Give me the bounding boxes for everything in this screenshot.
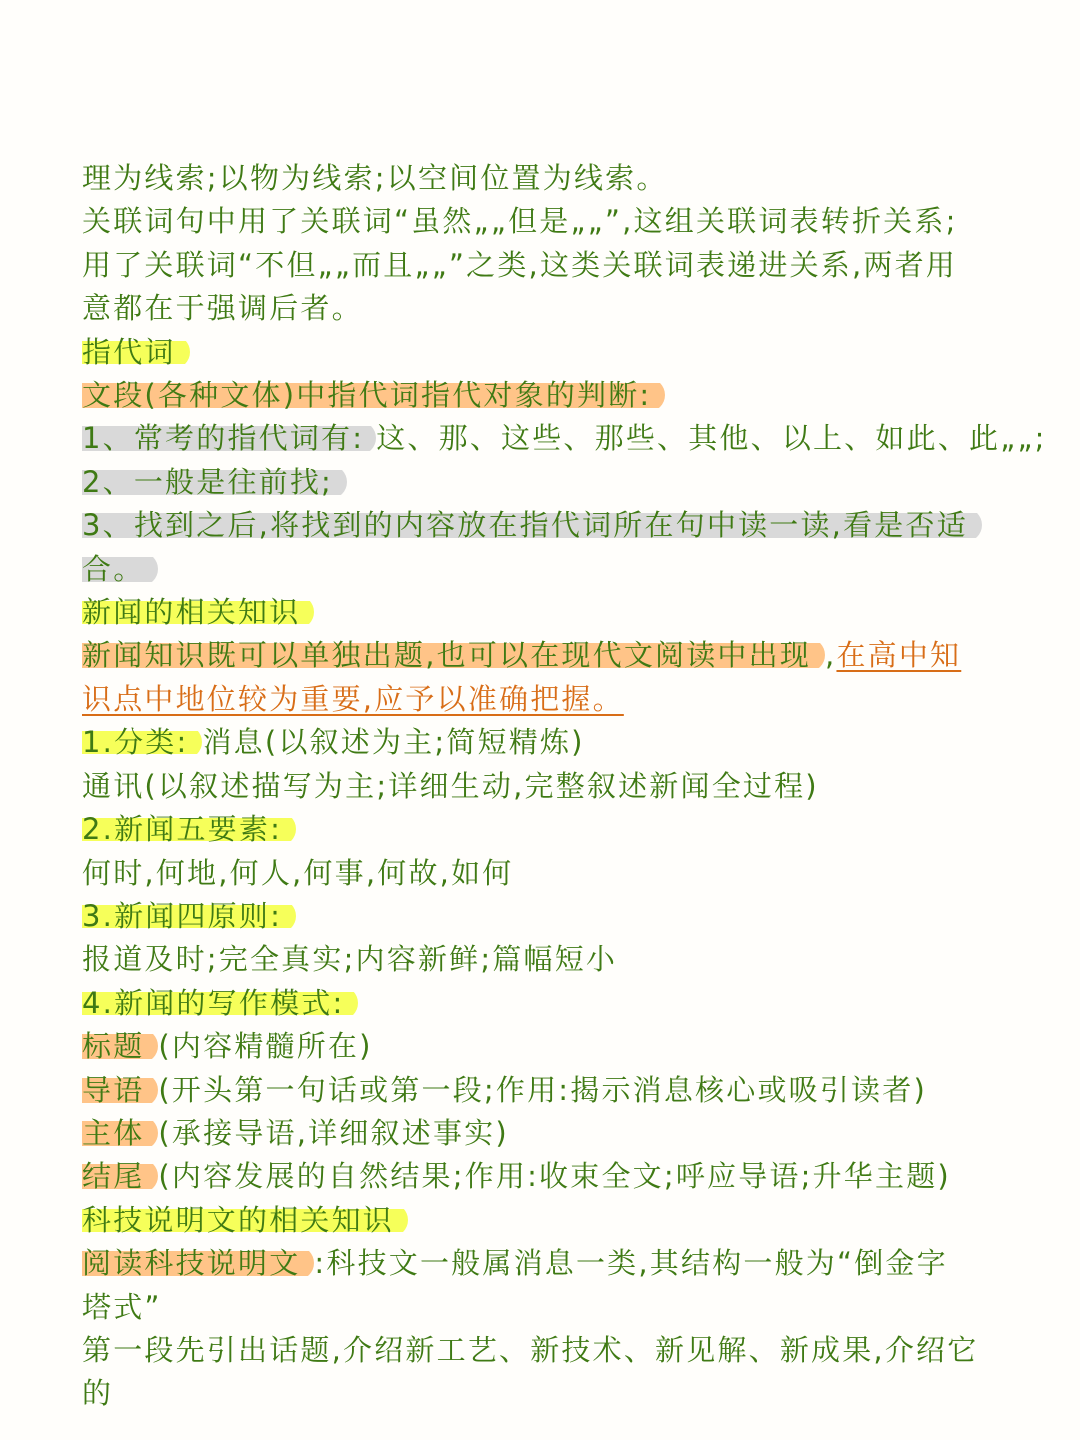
pronoun-item-2-label: 2、一般是往前找; xyxy=(82,465,347,499)
news-part-ending-label: 结尾 xyxy=(82,1159,158,1193)
text-line: 关联词句中用了关联词“虽然„„但是„„”,这组关联词表转折关系; xyxy=(82,204,958,239)
news-part-body-text: (承接导语,详细叙述事实) xyxy=(158,1115,509,1150)
news-intro-line-2 xyxy=(82,678,1032,721)
news-five-elements-text: 何时,何地,何人,何事,何故,如何 xyxy=(82,855,514,890)
news-five-elements-label: 2.新闻五要素: xyxy=(82,812,296,846)
science-read-line-2: 塔式” xyxy=(82,1289,162,1324)
news-communication: 通讯(以叙述描写为主;详细生动,完整叙述新闻全过程) xyxy=(82,768,819,803)
news-part-lead-label: 导语 xyxy=(82,1073,158,1107)
news-writing-mode-label: 4.新闻的写作模式: xyxy=(82,986,358,1020)
science-read-text-1: :科技文一般属消息一类,其结构一般为“倒金字 xyxy=(314,1246,948,1281)
news-classification xyxy=(82,721,1032,764)
news-part-title xyxy=(82,1025,1032,1068)
science-para-line-2: 的 xyxy=(82,1376,114,1411)
section-title-news-label: 新闻的相关知识 xyxy=(82,595,314,629)
news-writing-mode-title xyxy=(82,982,1032,1025)
science-read-line-1 xyxy=(82,1242,1032,1285)
section-title-pronoun-label: 指代词 xyxy=(82,335,190,369)
pronoun-item-1 xyxy=(82,417,1047,460)
news-intro-emphasis-1: 在高中知 xyxy=(836,638,962,673)
news-part-title-text: (内容精髓所在) xyxy=(158,1029,373,1064)
pronoun-item-3-line-2 xyxy=(82,548,1032,591)
news-classification-label: 1.分类: xyxy=(82,725,202,759)
section-title-news xyxy=(82,591,1032,634)
pronoun-item-3-text-2: 合。 xyxy=(82,552,158,586)
science-read-label: 阅读科技说明文 xyxy=(82,1246,314,1280)
news-part-body xyxy=(82,1112,1032,1155)
news-part-ending xyxy=(82,1155,1032,1198)
section-title-science-label: 科技说明文的相关知识 xyxy=(82,1203,408,1237)
pronoun-item-1-text: 这、那、这些、那些、其他、以上、如此、此„„; xyxy=(376,421,1047,456)
news-five-elements-title xyxy=(82,808,1032,851)
news-part-body-label: 主体 xyxy=(82,1116,158,1150)
pronoun-item-1-label: 1、常考的指代词有: xyxy=(82,421,376,455)
science-para-line-1: 第一段先引出话题,介绍新工艺、新技术、新见解、新成果,介绍它 xyxy=(82,1332,979,1367)
subtitle-pronoun xyxy=(82,374,1032,417)
news-four-principles-text: 报道及时;完全真实;内容新鲜;篇幅短小 xyxy=(82,942,618,977)
news-classification-text: 消息(以叙述为主;简短精炼) xyxy=(202,725,585,760)
news-part-ending-text: (内容发展的自然结果;作用:收束全文;呼应导语;升华主题) xyxy=(158,1159,951,1194)
section-title-science xyxy=(82,1199,1032,1242)
text-line: 理为线索;以物为线索;以空间位置为线索。 xyxy=(82,161,668,195)
text-line: 意都在于强调后者。 xyxy=(82,291,363,326)
news-intro-emphasis-2: 识点中地位较为重要,应予以准确把握。 xyxy=(82,681,624,716)
pronoun-item-2 xyxy=(82,461,1032,504)
news-part-lead-text: (开头第一句话或第一段;作用:揭示消息核心或吸引读者) xyxy=(158,1072,927,1107)
news-intro-line-1 xyxy=(82,634,1032,677)
pronoun-item-3-line-1 xyxy=(82,504,1032,547)
section-title-pronoun xyxy=(82,331,1032,374)
news-four-principles-title xyxy=(82,895,1032,938)
notes-content xyxy=(82,157,1047,1416)
news-four-principles-label: 3.新闻四原则: xyxy=(82,899,296,933)
news-intro-highlight: 新闻知识既可以单独出题,也可以在现代文阅读中出现 xyxy=(82,638,825,672)
news-part-lead xyxy=(82,1069,1032,1112)
news-intro-comma: , xyxy=(825,638,837,673)
news-part-title-label: 标题 xyxy=(82,1029,158,1063)
subtitle-pronoun-label: 文段(各种文体)中指代词指代对象的判断: xyxy=(82,378,665,412)
text-line: 用了关联词“不但„„而且„„”之类,这类关联词表递进关系,两者用 xyxy=(82,247,957,282)
pronoun-item-3-text-1: 3、找到之后,将找到的内容放在指代词所在句中读一读,看是否适 xyxy=(82,508,982,542)
